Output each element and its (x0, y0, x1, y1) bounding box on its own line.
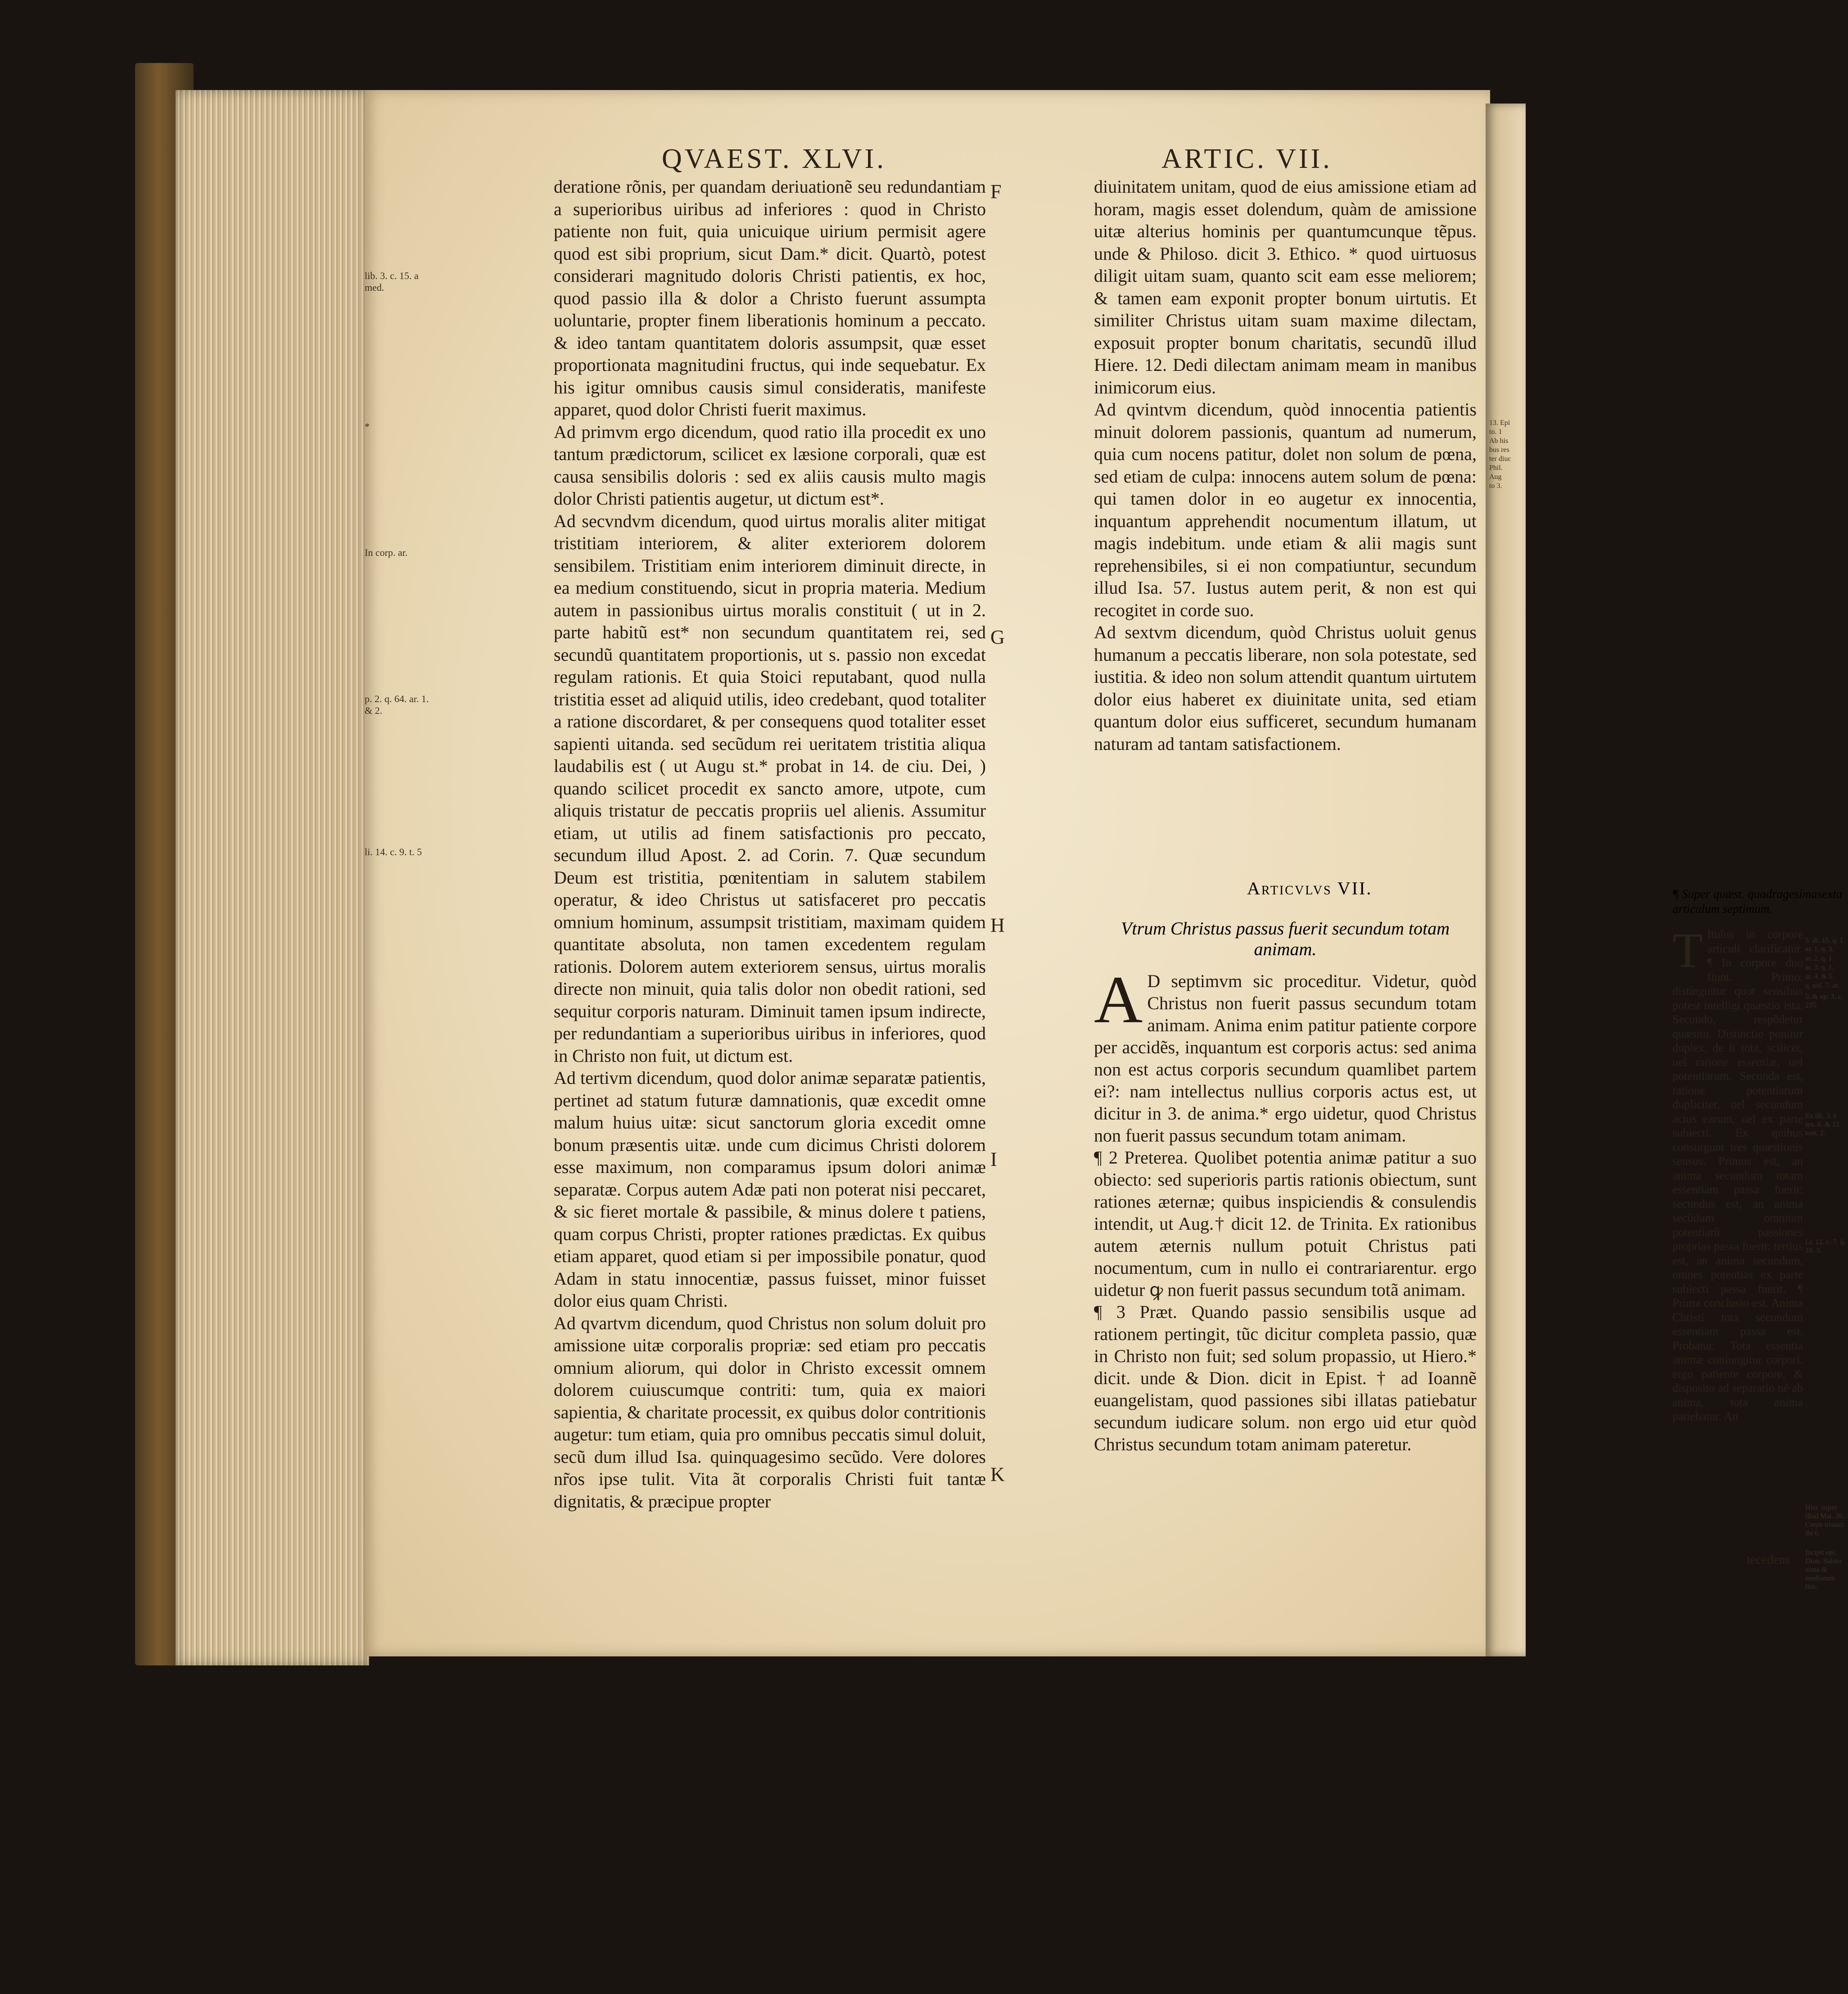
paragraph: Ad qvartvm dicendum, quod Christus non solum doluit pro amissione uitæ corporalis propriæ: sed etiam pro peccatis omnium aliorum, qui dolor in Christo excessit omnem dolorem cuiuscumque contriti: tum, quia ex maiori sapientia, & charitate processit, ex quibus dolor contritionis augetur: tum etiam, quia pro omnibus peccatis simul doluit, secũ dum illud Isa. quinquagesimo secũdo. Vere dolores nr̃os ipse tulit. Vita ãt corporalis Christi fuit tantæ dignitatis, & præcipue propter (554, 1313, 986, 1511)
facing-page-fragment: to 3. (1489, 482, 1502, 490)
facing-page-fragment: bus res (1489, 446, 1509, 454)
gloss-margin-note: Li. 12. c. 7. ij. 10. 3. (1805, 1238, 1846, 1254)
paragraph: diuinitatem unitam, quod de eius amissione etiam ad horam, magis esset dolendum, quàm de amissione uitæ alterius hominis per quantumcunque tẽpus. unde & Philoso. dicit 3. Ethico. * quod uirtuosus diligit uitam suam, quanto scit eam esse meliorem; & tamen eam exponit propter bonum uirtutis. Et similiter Christus uitam suam maxime dilectam, exposuit propter bonum charitatis, secundũ illud Hiere. 12. Dedi dilectam animam meam in manibus inimicorum eius. (1094, 176, 1477, 397)
facing-page-fragment: ter diuc (1489, 455, 1511, 463)
facing-page-fragment: Ab his (1489, 437, 1509, 445)
gloss-margin-note: q. uol. 7. ar. (1805, 982, 1839, 989)
gloss-heading: ¶ Super quæst. quadragesimasexta articulum septimum. (1672, 887, 1843, 916)
gloss-margin-note: Incipit epi. Dion. Saluto nima & mediorum lius. (1805, 1549, 1842, 1591)
facing-page-fragment: Phil. (1489, 464, 1503, 472)
page-edges (176, 90, 369, 1665)
gloss-margin-note: 5. & op. 3. c. 235. (1805, 993, 1843, 1009)
facing-page-fragment: 13. Epi (1489, 419, 1510, 427)
margin-note: p. 2. q. 64. ar. 1. & 2. (365, 693, 429, 716)
paragraph: ¶ 3 Præt. Quando passio sensibilis usque ad rationem pertingit, tũc dicitur completa passio, quæ in Christo non fuit; sed solum propassio, ut Hiero.* dicit. unde & Dion. dicit in Epist. † ad Ioannẽ euangelistam, quod passiones sibi illatas patiebatur secundum iudicare solum. non ergo uid etur quòd Christus secundum totam animam pateretur. (1094, 1302, 1477, 1454)
section-letter: I (990, 1148, 997, 1170)
margin-note: li. 14. c. 9. t. 5 (365, 846, 422, 857)
article-question: Vtrum Christus passus fuerit secundum totam animam. (1121, 918, 1450, 959)
gloss-margin-note: ar. 4. & 5. (1805, 973, 1834, 980)
section-letter: H (990, 914, 1005, 936)
paragraph: Ad tertivm dicendum, quod dolor animæ separatæ patientis, pertinet ad statum futuræ damnationis, quæ excedit omne malum huius uitæ: sicut sanctorum gloria excedit omne bonum præsentis uitæ. unde cum dicimus Christi dolorem esse maximum, non comparamus ipsum dolori animæ separatæ. Corpus autem Adæ pati non poterat nisi peccaret, & sic fieret mortale & passibile, & minus dolere t patiens, quam corpus Christi, propter rationes prædictas. Ex quibus etiam apparet, quod etiam si per impossibile ponatur, quod Adam in statu innocentiæ, passus fuisset, minor fuisset dolor eius quam Christi. (554, 1068, 986, 1311)
paragraph: D septimvm sic proceditur. Videtur, quòd Christus non fuerit passus secundum totam animam. Anima enim patitur patiente corpore per accidẽs, inquantum est corporis actus: sed anima non est actus corporis secundum quamlibet partem ei?: nam intellectus nullius corporis actus est, ut dicitur in 3. de anima.* ergo uidetur, quod Christus non fuerit passus secundum totam animam. (1094, 971, 1477, 1146)
left-column (554, 176, 986, 1512)
gloss-margin-note: ar. 2. q. 1. (1805, 955, 1834, 962)
margin-note: In corp. ar. (365, 547, 408, 558)
margin-note: * (365, 421, 370, 432)
paragraph: ¶ 2 Preterea. Quolibet potentia animæ patitur a suo obiecto: sed superioris partis rationis obiectum, sunt rationes æternæ; quibus inspiciendis & consulendis intendit, ut Aug.† dicit 12. de Trinita. Ex rationibus autem æternis nullum potuit Christus pati nocumentum, cum in nullo ei contrariarentur. ergo uidetur ꝙ non fuerit passus secundum totã animam. (1094, 1147, 1477, 1300)
gloss-margin-note: Hier. super illud Mat. 26. Cœpit tristari. ibi 6. (1805, 1504, 1845, 1537)
article-heading: Articvlvs VII. (1247, 878, 1373, 898)
gloss-text-block (1672, 923, 1803, 1424)
dropcap: A (1094, 962, 1143, 1037)
paragraph: Ad primvm ergo dicendum, quod ratio illa procedit ex uno tantum prædictorum, scilicet ex læsione corporali, quæ est causa sensibilis doloris : sed ex aliis causis multo magis dolor Christi patientis augetur, ut dictum est*. (554, 421, 986, 509)
gloss-margin-note: ar. 3. q. 1. (1805, 964, 1834, 971)
section-letter: G (990, 626, 1005, 648)
section-letter: K (990, 1463, 1005, 1485)
running-head-left: QVAEST. XLVI. (662, 144, 886, 174)
paragraph: Ad qvintvm dicendum, quòd innocentia patientis minuit dolorem passionis, quantum ad numerum, quia cum nocens patitur, dolet non solum de pœna, sed etiam de culpa: innocens autem solum de pœna: qui tamen dolor in eo augetur ex innocentia, inquantum apprehendit nocumentum illatum, ut magis indebitum. unde etiam & alii magis sunt reprehensibiles, si ei non compatiuntur, secundum illud Isa. 57. Iustus autem perit, & non est qui recogitet in corde suo. (1094, 399, 1477, 620)
catchword: tecedens (1747, 1553, 1790, 1567)
running-head-right: ARTIC. VII. (1161, 144, 1333, 174)
gloss-dropcap: T (1672, 923, 1703, 978)
gloss-text: Itulus in corpore articuli clarificatur. ¶ In corpore duo fiunt. Primo, distinguitur quot sensibus potest intelligi quæstio ista. Secundo, respõdetur quæsito. Distinctio ponitur duplex, de li tota, scilicet, uel ratione essentiæ, uel potentiarum. Secunda est, ratione potentiarum dupliciter, uel secundum actus earum, uel ex parte subiecti. Ex quibus consurgunt tres quæstionis sensus. Primus est, an anima secundum totam essentiam passa fuerit: secundus est, an anima secũdum omnium potentiarũ passiones proprias passa fuerit: tertius est, an anima secundum, omnes potentias ex parte subiecti passa fuerit. ¶ Prima conclusio est. Anima Christi tota secundum essentiam passa est. Probatur. Tota essentia animæ coniungitur corpori. ergo patiente corpore, & disposito ad separatio nẽ ab anima, tota anima patiebatur. An (1672, 928, 1803, 1423)
paragraph: deratione rõnis, per quandam deriuationẽ seu redundantiam a superioribus uiribus ad inferiores : quod in Christo patiente non fuit, quia unicuique uirium permisit agere quod est sibi proprium, sicut Dam.* dicit. Quartò, potest considerari magnitudo doloris Christi patientis, ex hoc, quod passio illa & dolor a Christo fuerunt assumpta uoluntarie, propter finem liberationis hominum a peccato. & ideo tantam quantitatem doloris assumpsit, quæ esset proportionata magnitudini fructus, qui inde sequebatur. Ex his igitur omnibus causis simul consideratis, manifeste apparet, quod dolor Christi fuerit maximus. (554, 176, 986, 420)
section-letter: F (990, 180, 1002, 203)
facing-page-edge (1486, 104, 1526, 1656)
article-body (1094, 962, 1477, 1455)
paragraph: Ad sextvm dicendum, quòd Christus uoluit genus humanum a peccatis liberare, non sola potestate, sed iustitia. & ideo non solum attendit quantum uirtutem dolor eius haberet ex diuinitate unita, sed etiam quantum dolor eius sufficeret, secundum humanam naturam ad tantam satisfactionem. (1094, 622, 1477, 754)
margin-note: lib. 3. c. 15. a med. (365, 270, 419, 293)
gloss-margin-note: Ex lib. 3. e tex. 6. & 12 tom. 2. (1805, 1112, 1839, 1137)
gloss-margin-note: 5. di. 15. q. 1. ar. 1. q. 3. (1805, 937, 1845, 953)
right-column (1094, 176, 1477, 755)
paragraph: Ad secvndvm dicendum, quod uirtus moralis aliter mitigat tristitiam interiorem, & aliter exteriorem dolorem sensibilem. Tristitiam enim interiorem diminuit directe, in ea medium constituendo, sicut in propria materia. Medium autem in passionibus uirtus moralis constituit ( ut in 2. parte habitũ est* non secundum quantitatem rei, sed secundũ quantitatem proportionis, ut s. passio non excedat regulam rationis. Et quia Stoici reputabant, quod nulla tristitia esset ad aliquid utilis, ideo credebant, quod totaliter a ratione discordaret, & per consequens quod totaliter esset sapienti uitanda. sed secũdum rei ueritatem tristitia aliqua laudabilis est ( ut Augu st.* probat in 14. de ciu. Dei, ) quando scilicet procedit ex sancto amore, utpote, cum aliquis tristatur de peccatis propriis uel alienis. Assumitur etiam, ut utilis ad finem satisfactionis pro peccato, secundum illud Apost. 2. ad Corin. 7. Quæ secundum Deum est tristitia, pœnitentiam in salutem stabilem operatur, & ideo Christus ut satisfaceret pro peccatis omnium hominum, assumpsit tristitiam, maximam quidem quantitate absoluta, non tamen excedentem regulam rationis. Dolorem autem exteriorem sensus, uirtus moralis directe non minuit, quia talis dolor non obedit rationi, sed sequitur corporis naturam. Diminuit tamen ipsum indirecte, per redundantiam a superioribus uiribus in inferiores, quod in Christo non fuit, ut dictum est. (554, 510, 986, 1066)
facing-page-fragment: Aug (1489, 473, 1502, 481)
facing-page-fragment: to. 1 (1489, 428, 1502, 436)
